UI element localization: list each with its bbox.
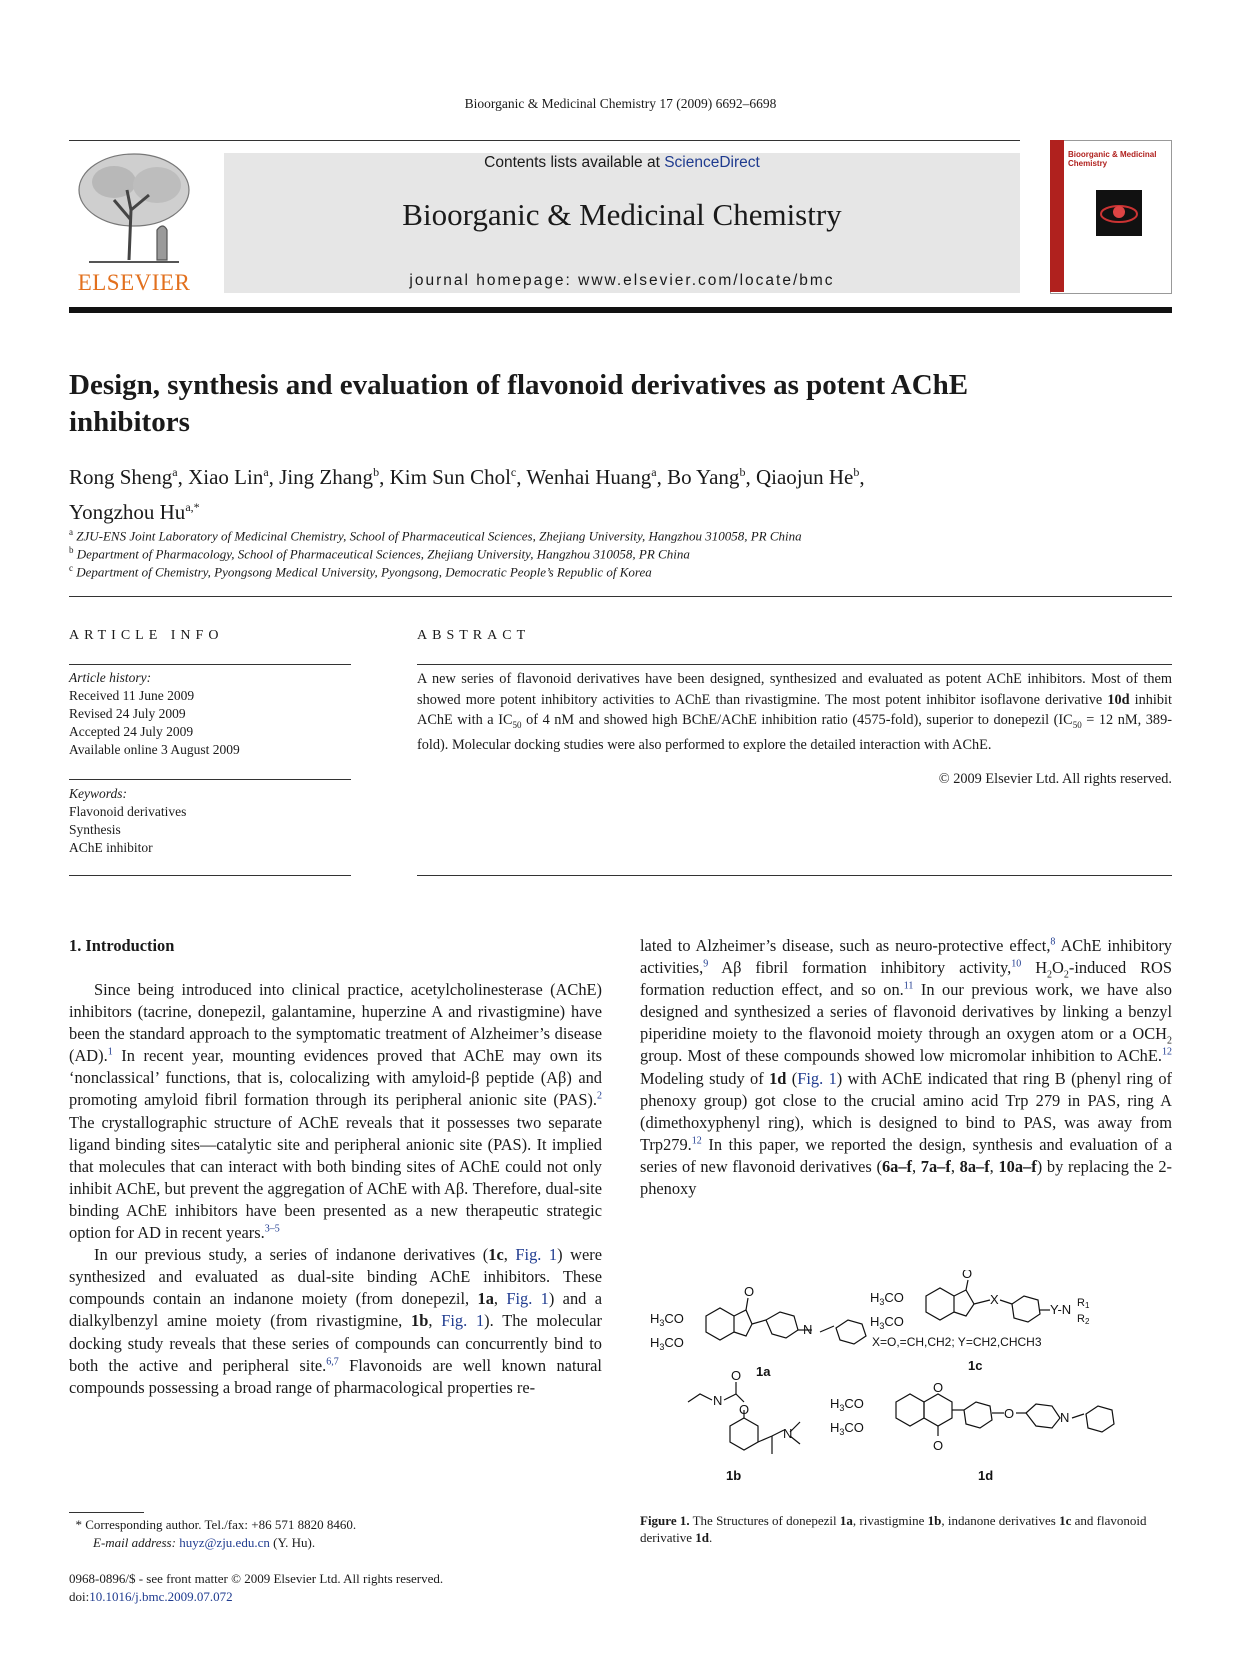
abstract-part: of 4 nM and showed high BChE/AChE inhibition ratio (4575-fold), superior to donepezil (IC — [521, 712, 1073, 728]
compound-ref: 1d — [695, 1530, 709, 1545]
label-h3co: $H_3CO$ — [830, 1396, 864, 1413]
author: Jing Zhang — [279, 465, 374, 489]
abstract-heading: ABSTRACT — [417, 628, 531, 643]
compound-ref: 10d — [1107, 691, 1130, 708]
text-run: , — [911, 1156, 921, 1176]
caption-text: . — [708, 1530, 713, 1545]
text-run: lated to Alzheimer’s disease, such as neuro-protective effect, — [640, 936, 1051, 955]
text-run: ). The molecular docking study reveals that these series of compounds can concurrently bind to both the active and peripheral site. — [69, 1311, 603, 1375]
text-run: In recent year, mounting evidences proved that AChE may own its ‘nonclassical’ functions, that is, colocalizing with amyloid-β peptide (Aβ) and promoting amyloid fibril formation through its peripheral anionic site (PAS). — [69, 1046, 602, 1110]
caption-text: , indanone derivatives — [941, 1513, 1060, 1528]
keyword: Flavonoid derivatives — [69, 804, 187, 819]
affil-sup: c — [69, 563, 73, 573]
label-n: N — [1060, 1410, 1070, 1425]
abstract-part: A new series of flavonoid derivatives have been designed, synthesized and evaluated as potent AChE inhibitors. Most of them showed more potent inhibitory activities to AChE than rivastigmine. The most potent inhibitor isoflavone derivative — [417, 671, 1172, 708]
compound-ref: 1c — [1059, 1513, 1072, 1528]
text-run: H — [1021, 958, 1048, 978]
text-run: In our previous study, a series of indanone derivatives ( — [94, 1245, 489, 1265]
header-rule — [69, 140, 1020, 141]
label-o: O — [731, 1368, 742, 1383]
compound-ref: 1d — [769, 1068, 787, 1088]
label-h3co: $H_3CO$ — [650, 1311, 684, 1328]
label-n: N — [783, 1426, 793, 1441]
author-affil-sup: b — [853, 465, 860, 479]
figure-link[interactable]: Fig. 1 — [515, 1245, 558, 1265]
header-thick-rule — [69, 307, 1172, 313]
article-history — [69, 669, 349, 759]
figure-link[interactable]: Fig. 1 — [441, 1311, 485, 1331]
affiliation-c — [69, 563, 1169, 580]
keyword: Synthesis — [69, 822, 121, 837]
article-title: Design, synthesis and evaluation of flavonoid derivatives as potent AChE inhibitors — [69, 369, 969, 438]
history-online: Available online 3 August 2009 — [69, 742, 240, 757]
compound-ref: 1a — [839, 1513, 853, 1528]
citation-link[interactable]: 11 — [903, 980, 914, 992]
abstract-rule — [417, 875, 1172, 876]
structure-label-1b: 1b — [726, 1468, 742, 1483]
email-label: E-mail address: — [93, 1535, 180, 1550]
text-run: group. Most of these compounds showed low micromolar inhibition to AChE. — [640, 1046, 1162, 1066]
compound-ref: 1c — [488, 1245, 504, 1265]
author: Rong Sheng — [69, 465, 173, 489]
article-info-rule — [69, 664, 351, 665]
intro-paragraph-2 — [69, 1244, 602, 1399]
figure-link[interactable]: Fig. 1 — [506, 1289, 549, 1309]
history-accepted: Accepted 24 July 2009 — [69, 724, 194, 739]
affil-sup: b — [69, 545, 74, 555]
issn-line: 0968-0896/$ - see front matter © 2009 Elsevier Ltd. All rights reserved. — [69, 1571, 444, 1586]
corresponding-text: Corresponding author. Tel./fax: +86 571 8820 8460. — [85, 1517, 357, 1532]
author: Qiaojun He — [755, 465, 854, 489]
affil-text: Department of Pharmacology, School of Pharmaceutical Sciences, Zhejiang University, Hangzhou 310058, PR China — [76, 546, 690, 562]
text-run: Aβ fibril formation inhibitory activity, — [708, 958, 1012, 978]
figure-1-structures — [640, 1270, 1172, 1495]
author-affil-sup: b — [739, 465, 746, 479]
label-o: O — [1004, 1406, 1015, 1421]
author-affil-sup: b — [373, 465, 380, 479]
author-list: Rong Sheng$^a$, Xiao Lin$^a$, Jing Zhang$^b$, Kim Sun Chol$^c$, Wenhai Huang$^a$, Bo Yang$^b$, Qiaojun He$^b$, Yongzhou $Hu^{a,*}$ — [69, 465, 865, 524]
author: Xiao Lin — [188, 465, 264, 489]
label-n: N — [713, 1393, 723, 1408]
author-affil-sup: a — [172, 465, 178, 479]
abstract-copyright: © 2009 Elsevier Ltd. All rights reserved. — [938, 771, 1172, 787]
citation-link[interactable]: 9 — [703, 958, 709, 970]
affiliation-b — [69, 545, 1169, 562]
label-n: N — [803, 1322, 813, 1337]
text-run: , — [493, 1289, 507, 1309]
structure-label-1d: 1d — [978, 1468, 994, 1483]
cover-title: Bioorganic & Medicinal Chemistry — [1068, 150, 1157, 168]
intro-paragraph-3 — [640, 935, 1172, 1200]
article-info-heading: ARTICLE INFO — [69, 628, 224, 643]
subscript: 2 — [1047, 969, 1053, 981]
label-h3co: $H_3CO$ — [650, 1335, 684, 1352]
label-o: O — [933, 1380, 944, 1395]
text-run: In our previous work, we have also designed and synthesized a series of flavonoid derivatives by linking a benzyl piperidine moiety to the flavonoid moiety through an oxygen atom or a OCH — [640, 980, 1172, 1044]
text-run: ( — [786, 1068, 798, 1088]
label-o: O — [933, 1438, 944, 1453]
author: Yongzhou Hu — [69, 500, 186, 524]
author-affil-sup: a — [263, 465, 269, 479]
text-run: , — [428, 1311, 442, 1331]
keyword: AChE inhibitor — [69, 840, 153, 855]
text-run: ) with AChE indicated that ring B (phenyl ring of phenoxy group) got close to the crucial amino acid Trp 279 in PAS, ring A (dimethoxyphenyl ring), which is designed to bind to PAS, was away from Trp279. — [640, 1068, 1172, 1154]
author-affil-sup: c — [510, 465, 517, 479]
label-h3co: $H_3CO$ — [830, 1420, 864, 1437]
doi-link[interactable]: 10.1016/j.bmc.2009.07.072 — [89, 1589, 233, 1604]
citation-link[interactable]: 3–5 — [264, 1223, 280, 1235]
label-r1: R1 — [1077, 1297, 1090, 1310]
article-info-rule — [69, 779, 351, 780]
label-o: O — [739, 1402, 750, 1417]
text-run: ) were synthesized and evaluated as dual-site binding AChE inhibitors. These compounds contain an indanone moiety (from donepezil, — [69, 1245, 603, 1309]
compound-ref: 1b — [411, 1311, 429, 1331]
subscript: 50 — [512, 719, 522, 730]
subscript: 2 — [1167, 1035, 1172, 1047]
citation-link[interactable]: 8 — [1050, 936, 1056, 948]
text-run: Modeling study of — [640, 1068, 770, 1088]
affil-sup: a — [69, 527, 73, 537]
author: Wenhai Huang — [526, 465, 652, 489]
subscript: 50 — [1072, 719, 1082, 730]
text-run: Flavonoids are well known natural compounds possessing a broad range of pharmacological properties re- — [69, 1355, 602, 1397]
label-h3co: $H_3CO$ — [870, 1314, 904, 1331]
corresponding-author-footnote: * Corresponding author. Tel./fax: +86 571 8820 8460. E-mail address: huyz@zju.edu.cn (Y. Hu). — [69, 1517, 357, 1550]
text-run: In this paper, we reported the design, synthesis and evaluation of a series of new flavonoid derivatives ( — [640, 1134, 1172, 1176]
text-run: O — [1052, 958, 1064, 978]
cover-strip — [1050, 140, 1064, 292]
abstract-text — [417, 669, 1172, 756]
compound-ref: 1b — [927, 1513, 942, 1528]
abstract-part: inhibit AChE with a IC — [417, 691, 1172, 728]
compound-ref: 8a–f — [959, 1156, 990, 1176]
compound-ref: 10a–f — [998, 1156, 1037, 1176]
figure-1-caption — [640, 1512, 1172, 1546]
label-h3co: $H_3CO$ — [870, 1290, 904, 1307]
left-column — [69, 979, 602, 1399]
structure-label-1a: 1a — [756, 1364, 771, 1379]
sciencedirect-link[interactable]: ScienceDirect — [664, 154, 760, 171]
intro-paragraph-1 — [69, 979, 602, 1244]
section-heading-introduction: 1. Introduction — [69, 936, 175, 955]
caption-text: The Structures of donepezil — [689, 1513, 840, 1528]
affiliation-rule — [69, 596, 1172, 597]
history-label: Article history: — [69, 670, 152, 685]
label-x: X — [990, 1292, 999, 1307]
affil-text: ZJU-ENS Joint Laboratory of Medicinal Chemistry, School of Pharmaceutical Sciences, Zhejiang University, Hangzhou 310058, PR China — [76, 528, 802, 544]
issn-footer — [69, 1570, 669, 1606]
author: Kim Sun Chol — [389, 465, 511, 489]
text-run: AChE inhibitory activities, — [640, 936, 1172, 978]
caption-text: , rivastigmine — [852, 1513, 928, 1528]
citation-link[interactable]: 10 — [1011, 958, 1022, 970]
affiliation-a — [69, 527, 1169, 544]
text-run: -induced ROS formation reduction effect, and so on. — [640, 958, 1172, 1000]
abstract-part: = 12 nM, 389-fold). Molecular docking studies were also performed to explore the detailed interaction with AChE. — [417, 712, 1172, 754]
keywords — [69, 785, 349, 857]
email-suffix: (Y. Hu). — [269, 1535, 316, 1550]
journal-title[interactable]: Bioorganic & Medicinal Chemistry — [402, 197, 842, 232]
text-run: , — [989, 1156, 999, 1176]
history-revised: Revised 24 July 2009 — [69, 706, 186, 721]
cover-image — [1096, 190, 1142, 236]
history-received: Received 11 June 2009 — [69, 688, 195, 703]
citation-link[interactable]: 1 — [107, 1046, 113, 1058]
text-run: The crystallographic structure of AChE reveals that it possesses two separate ligand binding sites—catalytic site and peripheral anionic site (PAS). It implied that molecules that can interact with both binding sites of AChE could not only inhibit AChE, but prevent the aggregation of AChE with Aβ. Therefore, dual-site binding AChE inhibitors have been presented as a new therapeutic strategic option for AD in recent years. — [69, 1112, 602, 1243]
footnote-rule — [69, 1512, 144, 1513]
compound-ref: 7a–f — [920, 1156, 951, 1176]
email-link[interactable]: huyz@zju.edu.cn — [179, 1535, 270, 1550]
journal-reference: Bioorganic & Medicinal Chemistry 17 (2009) 6692–6698 — [464, 96, 777, 111]
caption-text: and flavonoid derivative — [640, 1513, 1147, 1545]
contents-prefix: Contents lists available at — [484, 154, 665, 171]
journal-homepage-link[interactable]: journal homepage: www.elsevier.com/locate/bmc — [409, 272, 835, 289]
right-column — [640, 935, 1172, 1200]
elsevier-wordmark[interactable]: ELSEVIER — [77, 270, 191, 295]
keywords-label: Keywords: — [69, 786, 127, 801]
xy-definition: X=O,=CH,CH2; Y=CH2,CHCH3 — [872, 1335, 1042, 1349]
text-run: , — [503, 1245, 516, 1265]
subscript: 2 — [1063, 969, 1069, 981]
compound-ref: 1a — [477, 1289, 494, 1309]
author-affil-sup: a — [651, 465, 657, 479]
text-run: , — [950, 1156, 960, 1176]
caption-label: Figure 1. — [640, 1513, 690, 1528]
label-r2: R2 — [1077, 1313, 1090, 1326]
author: Bo Yang — [667, 465, 740, 489]
citation-link[interactable]: 6,7 — [326, 1356, 339, 1368]
label-o: O — [744, 1284, 755, 1299]
label-o: O — [962, 1270, 973, 1281]
compound-ref: 6a–f — [881, 1156, 912, 1176]
text-run: ) and a dialkylbenzyl amine moiety (from rivastigmine, — [69, 1289, 602, 1331]
citation-link[interactable]: 2 — [597, 1091, 602, 1102]
label-y-n: Y-N — [1050, 1302, 1072, 1317]
doi-prefix: doi: — [69, 1589, 90, 1604]
author-affil-sup: a,* — [185, 500, 200, 514]
affil-text: Department of Chemistry, Pyongsong Medical University, Pyongsong, Democratic People’s Republic of Korea — [76, 564, 652, 580]
structure-label-1c: 1c — [968, 1358, 983, 1373]
citation-link[interactable]: 12 — [691, 1135, 702, 1147]
text-run: Since being introduced into clinical practice, acetylcholinesterase (AChE) inhibitors (tacrine, donepezil, galantamine, huperzine A and rivastigmine) have been the standard approach to the symptomatic treatment of Alzheimer’s disease (AD). — [69, 980, 602, 1066]
figure-link[interactable]: Fig. 1 — [797, 1068, 837, 1088]
text-run: ) by replacing the 2-phenoxy — [640, 1156, 1172, 1199]
abstract-rule — [417, 664, 1172, 665]
citation-link[interactable]: 12 — [1162, 1047, 1172, 1058]
article-info-rule — [69, 875, 351, 876]
contents-line — [224, 154, 1020, 172]
